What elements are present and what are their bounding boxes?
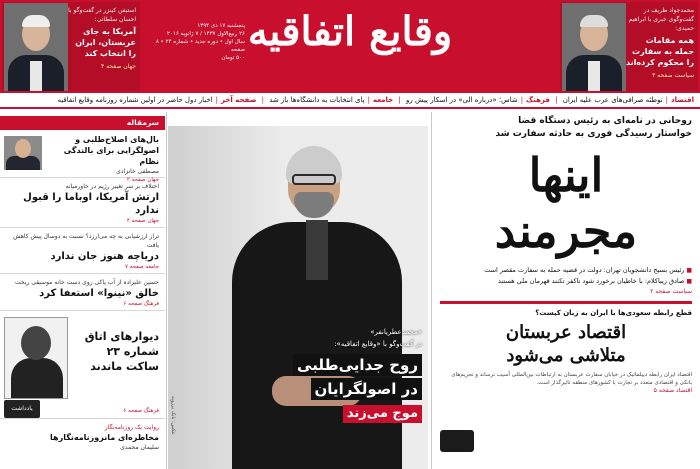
lead-bullets [432,265,700,287]
economy-story[interactable] [440,301,692,394]
news-item[interactable] [0,228,165,274]
note-item[interactable] [0,419,165,455]
left-teaser-kicker: استیفن کینزر در گفت‌وگو با احسان سلطانی: [68,7,136,23]
strip-tag: جامعه [372,96,394,104]
photo-caption [282,326,422,423]
editorial-item[interactable] [0,130,165,183]
economy-title-line: متلاشی می‌شود [506,345,626,366]
right-teaser-section: سیاست صفحه ۳ [652,72,694,79]
news-section: جهان صفحه ۴ [126,218,159,224]
masthead [0,0,700,93]
issue-price: ۵۰۰ تومان [221,55,245,61]
column-divider [166,112,167,469]
strip-text: پای انتخابات به دانشگاه‌ها باز شد [269,96,365,104]
right-teaser-kicker: محمدجواد ظریف در گفت‌وگوی خبری با ابراهیم حمیدی: [628,7,694,32]
issue-number: سال اول • دوره جدید • شماره ۲۴ • ۸ صفحه [155,39,245,53]
headline-strip: اقتصاد|توطئه صرافی‌های عرب علیه ایران | فرهنگ|شاس؛ «درباره الی» در اسکار پیش رو | جامعه|پای انتخابات به دانشگاه‌ها باز شد | صفحه آخر|اخبار دول حاضر در اولین شماره روزنامه وقایع اتفاقیه [0,93,700,109]
economy-body: اقتصاد ایران رابطه دیپلماتیک در خیابان سفارت عربستان به ارتباطات بین‌المللی آسیب نرساند و تحریم‌های بانکی و اقتصادی متعدد بر تجارت با کشورهای منطقه تاثیرگذار است. [451,372,692,386]
news-kicker: اختلاف بر سر تغییر رژیم در خاورمیانه [65,183,159,190]
strip-text: توطئه صرافی‌های عرب علیه ایران [562,96,663,104]
caption-line: روح جدایی‌طلبی [293,354,422,376]
news-title: دریاچه هنوز جان ندارد [50,251,159,262]
strip-item[interactable]: صفحه آخر|اخبار دول حاضر در اولین شماره روزنامه وقایع اتفاقیه [58,93,257,108]
photo-credit: عکس: بابک برزویه [170,396,176,435]
editorial-section: جهان صفحه ۲ [126,177,159,183]
news-title: ارتش آمریکا، اوباما را قبول ندارد [23,192,159,216]
lead-headline[interactable] [432,147,700,259]
zarif-photo [562,3,626,91]
strip-item[interactable]: فرهنگ|شاس؛ «درباره الی» در اسکار پیش رو [406,93,550,108]
economy-title-line: اقتصاد عربستان [505,322,627,343]
glasses-icon [292,174,336,185]
economy-kicker: قطع رابطه سعودی‌ها با ایران به زبان کیست؟ [535,309,692,317]
feature-item[interactable] [0,311,165,419]
editorial-header: سرمقاله [0,116,165,130]
caption-highlight: موج می‌زند [343,405,422,423]
flag-icon [440,430,474,452]
lead-kicker: روحانی در نامه‌ای به رئیس دستگاه قضا [518,116,692,126]
author-photo [4,136,42,170]
note-stamp: یادداشت [4,400,40,418]
strip-tag: فرهنگ [526,96,550,104]
issue-date: پنجشنبه ۱۷ دی ۱۳۹۴ [197,23,245,29]
economy-title [440,321,692,367]
lead-bullet: ■ رئیس بسیج دانشجویان تهران: دولت در قضیه حمله به سفارت مقصر است [440,265,692,276]
interview-kicker: در گفت‌وگو با «وقایع اتفاقیه»: [334,340,422,348]
interviewee-name: «محمدعطریانفر» [370,328,422,336]
news-item[interactable] [0,178,165,228]
masthead-left-teaser[interactable] [2,2,140,91]
newspaper-logo[interactable]: وقایع اتفاقیه [247,8,453,55]
strip-tag: صفحه آخر [221,96,257,104]
feature-section: فرهنگ صفحه ۶ [123,408,159,414]
left-teaser-title: آمریکا به جای عربستان، ایران را انتخاب کند [75,27,136,58]
economy-section: اقتصاد صفحه ۵ [653,387,692,394]
lead-section: سیاست صفحه ۲ [650,288,692,295]
strip-text: اخبار دول حاضر در اولین شماره روزنامه وقایع اتفاقیه [57,96,213,104]
left-teaser-section: جهان صفحه ۴ [101,63,136,70]
news-title: خالق «نینوا» استعفا کرد [39,288,159,299]
issue-date-alt: ۲۶ ربیع‌الاول ۱۴۳۷ / ۷ ژانویه ۲۰۱۶ [166,31,245,37]
feature-photo [4,317,68,399]
left-column [0,112,165,469]
news-kicker: حسین علیزاده از آب پاکی روی دست خانه موسیقی ریخت [14,279,159,286]
note-author: سلیمان محمدی [120,444,159,451]
lead-bullet: ■ صادق زیباکلام: با خاطیان برخورد شود تاکفر تکنند قهرمان ملی هستند [440,276,692,287]
strip-item[interactable]: جامعه|پای انتخابات به دانشگاه‌ها باز شد [269,93,393,108]
lead-photo-story[interactable] [168,126,428,469]
masthead-right-teaser[interactable] [560,2,698,91]
news-section: فرهنگ صفحه ۶ [123,301,159,307]
editorial-title: بال‌های اصلاح‌طلبی و اصولگرایی برای بالندگی نظام [63,135,159,166]
kinzer-photo [4,3,68,91]
note-title: مخاطره‌ای مانروزنامه‌نگارها [50,433,159,442]
editorial-author: مصطفی خانزادی [116,168,159,175]
note-kicker: روایت یک روزنامه‌نگار [104,424,159,431]
strip-tag: اقتصاد [671,96,694,104]
lead-headline-line: مجرمند [494,204,638,258]
strip-text: شاس؛ «درباره الی» در اسکار پیش رو [406,96,518,104]
right-column [432,112,700,469]
lead-headline-line: اینها [528,148,604,202]
lead-kicker-2: خواستار رسیدگی فوری به حادثه سفارت شد [495,129,692,139]
right-teaser-title: همه مقامات حمله به سفارت را محکوم کرده‌اند [626,36,694,67]
news-item[interactable] [0,274,165,311]
strip-item[interactable]: اقتصاد|توطئه صرافی‌های عرب علیه ایران [563,93,694,108]
feature-title: دیوارهای اتاق شماره ۲۳ ساکت ماندند [84,330,159,373]
caption-line: در اصولگرایان [311,378,423,400]
news-section: جامعه صفحه ۷ [124,264,159,270]
news-kicker: تراز ارزشیابی به چه می‌ارزد؟ نسبت به دوسال پیش کاهش یافت [13,233,159,249]
